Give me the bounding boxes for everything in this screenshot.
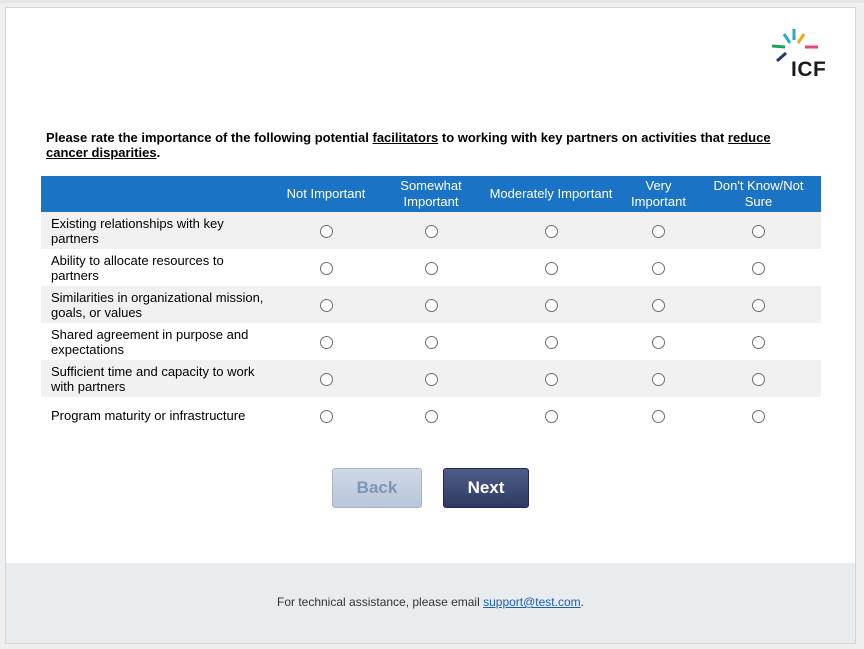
row-label: Program maturity or infrastructure (41, 397, 271, 434)
radio-dont-know[interactable] (752, 299, 765, 312)
radio-not-important[interactable] (320, 225, 333, 238)
radio-somewhat-important[interactable] (425, 299, 438, 312)
rating-grid (41, 176, 821, 434)
grid-row (41, 212, 821, 249)
question-link-disparities: reduce cancer disparities (46, 130, 771, 160)
radio-somewhat-important[interactable] (425, 225, 438, 238)
radio-dont-know[interactable] (752, 336, 765, 349)
radio-somewhat-important[interactable] (425, 262, 438, 275)
radio-very-important[interactable] (652, 299, 665, 312)
footer-label: For technical assistance, please email (276, 595, 484, 609)
radio-moderately-important[interactable] (545, 225, 558, 238)
column-header: Not Important (271, 176, 381, 212)
radio-somewhat-important[interactable] (425, 373, 438, 386)
grid-row (41, 249, 821, 286)
support-email-link[interactable]: support@test.com (483, 595, 581, 609)
grid-row (41, 397, 821, 434)
grid-header-row (41, 176, 821, 212)
grid-row (41, 323, 821, 360)
radio-not-important[interactable] (320, 373, 333, 386)
radio-dont-know[interactable] (752, 225, 765, 238)
radio-somewhat-important[interactable] (425, 336, 438, 349)
footer (6, 563, 855, 643)
question-part-1: Please rate the importance of the following potential (46, 130, 373, 145)
column-header: Very Important (621, 176, 696, 212)
radio-not-important[interactable] (320, 299, 333, 312)
radio-not-important[interactable] (320, 336, 333, 349)
radio-moderately-important[interactable] (545, 410, 558, 423)
window-top-bar (0, 0, 864, 3)
radio-very-important[interactable] (652, 336, 665, 349)
radio-dont-know[interactable] (752, 373, 765, 386)
footer-end: . (580, 595, 584, 609)
footer-text (6, 595, 855, 609)
row-label: Shared agreement in purpose and expectations (41, 323, 271, 360)
radio-very-important[interactable] (652, 225, 665, 238)
row-label: Ability to allocate resources to partners (41, 249, 271, 286)
radio-very-important[interactable] (652, 373, 665, 386)
radio-not-important[interactable] (320, 262, 333, 275)
logo-text: ICF (791, 58, 827, 81)
radio-very-important[interactable] (652, 262, 665, 275)
question-part-3: . (156, 145, 161, 160)
row-label: Existing relationships with key partners (41, 212, 271, 249)
radio-somewhat-important[interactable] (425, 410, 438, 423)
question-text (46, 130, 806, 160)
radio-moderately-important[interactable] (545, 336, 558, 349)
next-button[interactable]: Next (443, 468, 529, 508)
row-label: Sufficient time and capacity to work with partners (41, 360, 271, 397)
grid-header-blank (41, 176, 271, 212)
radio-dont-know[interactable] (752, 410, 765, 423)
question-part-2: to working with key partners on activities that (438, 130, 728, 145)
radio-dont-know[interactable] (752, 262, 765, 275)
grid-row (41, 286, 821, 323)
grid-row (41, 360, 821, 397)
column-header: Moderately Important (481, 176, 621, 212)
column-header: Don't Know/Not Sure (696, 176, 821, 212)
row-label: Similarities in organizational mission, goals, or values (41, 286, 271, 323)
radio-not-important[interactable] (320, 410, 333, 423)
radio-moderately-important[interactable] (545, 262, 558, 275)
radio-moderately-important[interactable] (545, 299, 558, 312)
radio-very-important[interactable] (652, 410, 665, 423)
question-link-facilitators: facilitators (372, 130, 439, 145)
radio-moderately-important[interactable] (545, 373, 558, 386)
column-header: Somewhat Important (381, 176, 481, 212)
back-button[interactable]: Back (332, 468, 422, 508)
